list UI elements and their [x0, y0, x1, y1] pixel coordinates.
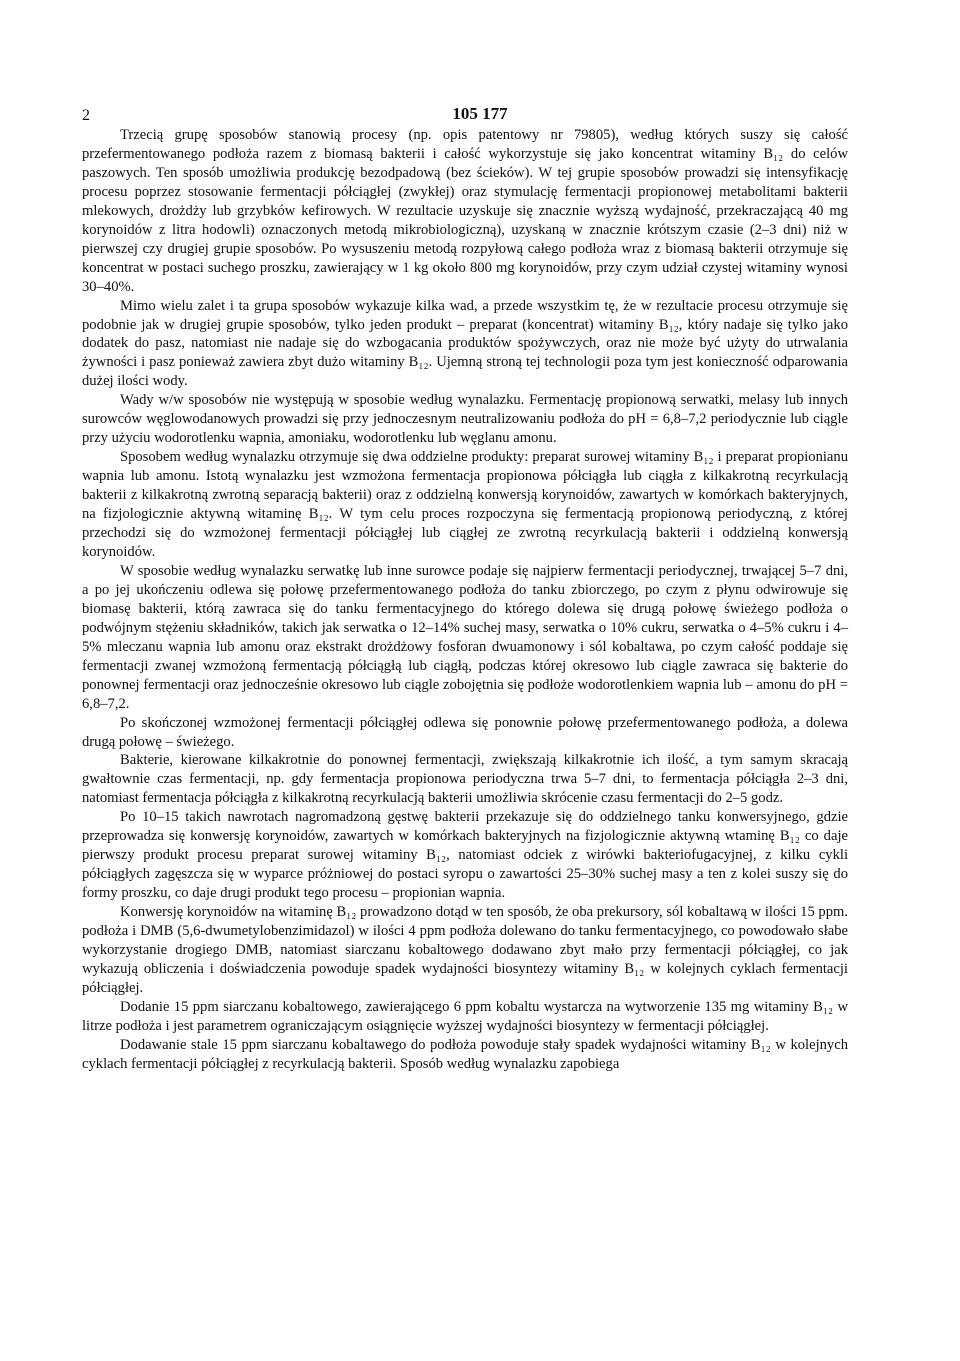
paragraph-3: Wady w/w sposobów nie występują w sposobie według wynalazku. Fermentację propionową serwatki, melasy lub innych surowców węglowodanowych prowadzi się przy jednoczesnym neutralizowaniu podłoża do pH = 6,8–7,2 periodycznie lub ciągle przy użyciu wodorotlenku wapnia, amoniaku, wodorotlenku lub węglanu amonu.	[82, 392, 848, 447]
paragraph-2: Mimo wielu zalet i ta grupa sposobów wykazuje kilka wad, a przede wszystkim tę, że w rezultacie procesu otrzymuje się podobnie jak w drugiej grupie sposobów, tylko jeden produkt – preparat (koncentrat) witaminy B₁₂, który nadaje się tylko jako dodatek do pasz, natomiast nie nadaje się do wzbogacania produktów spożywczych, oraz nie może być użyty do utrwalania żywności i pasz ponieważ zawiera zbyt dużo witaminy B₁₂. Ujemną stroną tej technologii poza tym jest konieczność odparowania dużej ilości wody.	[82, 297, 848, 390]
paragraph-10: Dodanie 15 ppm siarczanu kobaltowego, zawierającego 6 ppm kobaltu wystarcza na wytworzenie 135 mg witaminy B₁₂ w litrze podłoża i jest parametrem ograniczającym osiągnięcie wyższej wydajności biosyntezy w fermentacji półciągłej.	[82, 998, 848, 1034]
paragraph-9: Konwersję korynoidów na witaminę B₁₂ prowadzono dotąd w ten sposób, że oba prekursory, sól kobaltawą w ilości 15 ppm. podłoża i DMB (5,6-dwumetylobenzimidazol) w ilości 4 ppm podłoża dolewano do tanku fermentacyjnego, co powodowało słabe wykorzystanie drogiego DMB, natomiast siarczanu kobaltowego dodawano zbyt mało przy fermentacji półciągłej, co jak wykazują obliczenia i doświadczenia powoduje spadek wydajności biosyntezy witaminy B₁₂ w kolejnych cyklach fermentacji półciągłej.	[82, 904, 848, 996]
paragraph-8: Po 10–15 takich nawrotach nagromadzoną gęstwę bakterii przekazuje się do oddzielnego tanku konwersyjnego, gdzie przeprowadza się konwersję korynoidów, zawartych w komórkach bakteryjnych na fizjologicznie aktywną wtaminę B₁₂ co daje pierwszy produkt procesu preparat surowej witaminy B₁₂, natomiast odciek z wirówki bakteriofugacyjnej, z kilku cykli półciągłych zagęszcza się w wyparce próżniowej do postaci syropu o zawartości 25–30% suchej masy a ten z kolei suszy się do formy proszku, co daje drugi produkt tego procesu – propionian wapnia.	[82, 809, 848, 902]
paragraph-4: Sposobem według wynalazku otrzymuje się dwa oddzielne produkty: preparat surowej witaminy B₁₂ i preparat propionianu wapnia lub amonu. Istotą wynalazku jest wzmożona fermentacja propionowa półciągła lub ciągła z kilkakrotną recyrkulacją bakterii z kilkakrotną zwrotną separacją bakterii) oraz z oddzielną konwersją korynoidów, zawartych w komórkach bakteryjnych, na fizjologicznie aktywną witaminę B₁₂. W tym celu proces rozpoczyna się fermentacją propionową periodyczną, z której przechodzi się do wzmożonej fermentacji półciągłej lub ciągłej ze zwrotną recyrkulacją bakterii i oddzielną konwersją korynoidów.	[82, 449, 848, 560]
page-number: 2	[82, 107, 90, 124]
paragraph-11: Dodawanie stale 15 ppm siarczanu kobaltawego do podłoża powoduje stały spadek wydajności witaminy B₁₂ w kolejnych cyklach fermentacji półciągłej z recyrkulacją bakterii. Sposób według wynalazku zapobiega	[82, 1036, 848, 1072]
paragraph-1: Trzecią grupę sposobów stanowią procesy (np. opis patentowy nr 79805), według których suszy się całość przefermentowanego podłoża razem z biomasą bakterii i całość wykorzystuje się jako koncentrat witaminy B₁₂ do celów paszowych. Ten sposób umożliwia produkcję bezodpadową (bez ścieków). W tej grupie sposobów prowadzi się intensyfikację procesu poprzez stosowanie fermentacji półciągłej (zwykłej) oraz stymulację fermentacji propionowej metabolitami bakterii mlekowych, drożdży lub grzybków kefirowych. W rezultacie uzyskuje się znacznie wyższą wydajność, przekraczającą 40 mg korynoidów z litra hodowli) oznaczonych metodą mikrobiologiczną), uzyskaną w znacznie krótszym czasie (2–3 dni) niż w pierwszej czy drugiej grupie sposobów. Po wysuszeniu metodą rozpyłową całego podłoża wraz z biomasą bakterii otrzymuje się koncentrat w postaci suchego proszku, zawierający w 1 kg około 800 mg korynoidów, przy czym udział czystej witaminy wynosi 30–40%.	[82, 127, 848, 295]
document-body	[82, 126, 848, 1074]
paragraph-6: Po skończonej wzmożonej fermentacji półciągłej odlewa się ponownie połowę przefermentowanego podłoża, a dolewa drugą połowę – świeżego.	[82, 714, 848, 750]
paragraph-7: Bakterie, kierowane kilkakrotnie do ponownej fermentacji, zwiększają kilkakrotnie ich ilość, a tym samym skracają gwałtownie czas fermentacji, np. gdy fermentacja propionowa periodyczna trwa 5–7 dni, to fermentacja półciągła 2–3 dni, natomiast fermentacja półciągła z kilkakrotną recyrkulacją bakterii umożliwia skrócenie czasu fermentacji do 2–5 godz.	[82, 752, 848, 807]
paragraph-5: W sposobie według wynalazku serwatkę lub inne surowce podaje się najpierw fermentacji periodycznej, trwającej 5–7 dni, a po jej ukończeniu odlewa się połowę przefermentowanego podłoża do tanku zbiorczego, po czym z płynu odwirowuje się biomasę bakterii, którą zawraca się do tanku fermentacyjnego do którego dolewa się drugą połowę świeżego podłoża o podwójnym stężeniu składników, takich jak serwatka o 12–14% suchej masy, serwatka o 10% cukru, serwatka o 4–5% cukru i 4–5% mleczanu wapnia lub amonu oraz ekstrakt drożdżowy fosforan dwuamonowy i sól kobaltawa, po czym całość poddaje się fermentacji zwanej wzmożoną fermentacją półciągłą lub ciągłą, podczas której okresowo lub ciągle zawraca się bakterie do ponownej fermentacji oraz jednocześnie okresowo lub ciągle zobojętnia się podłoże wodorotlenkiem wapnia lub – amonu do pH = 6,8–7,2.	[82, 562, 848, 712]
patent-number: 105 177	[452, 104, 508, 123]
